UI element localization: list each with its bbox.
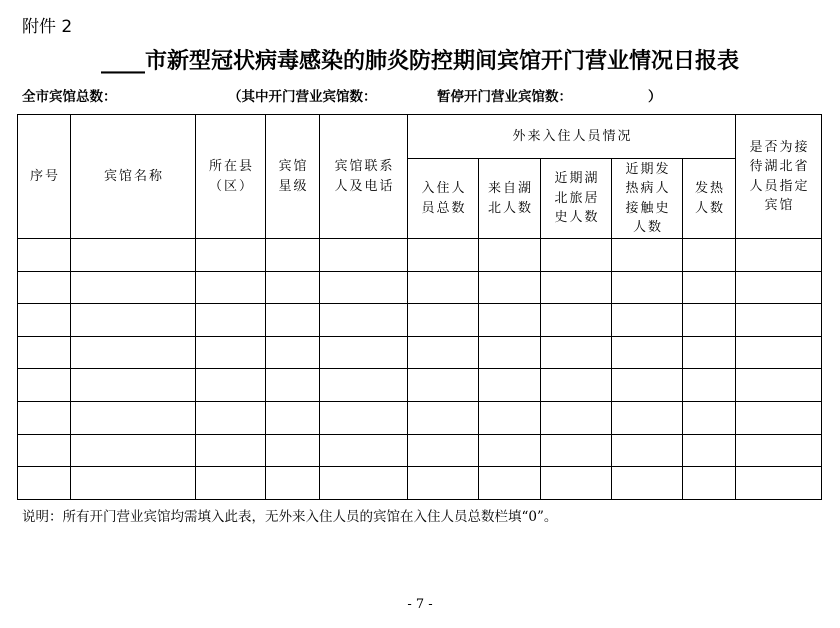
table-cell [479, 304, 541, 337]
table-cell [320, 369, 408, 402]
summary-open-hotels: （其中开门营业宾馆数： [228, 89, 377, 105]
header-line: 宾馆 [278, 159, 309, 174]
table-cell [196, 239, 266, 272]
table-row [18, 239, 822, 272]
table-cell [736, 369, 822, 402]
header-total-guests [408, 159, 479, 239]
table-cell [612, 336, 683, 369]
table-row [18, 401, 822, 434]
table-cell [18, 336, 71, 369]
daily-report-table [17, 114, 822, 500]
table-cell [736, 336, 822, 369]
table-cell [18, 401, 71, 434]
table-cell [408, 434, 479, 467]
table-cell [612, 467, 683, 500]
table-cell [408, 336, 479, 369]
table-cell [612, 434, 683, 467]
table-row [18, 271, 822, 304]
table-cell [736, 467, 822, 500]
summary-paused-hotels: 暂停开门营业宾馆数： [437, 89, 572, 105]
table-cell [612, 369, 683, 402]
header-line: 星级 [278, 178, 309, 194]
table-cell [18, 467, 71, 500]
table-cell [541, 369, 612, 402]
header-line: 所在县 [208, 159, 254, 174]
table-cell [736, 239, 822, 272]
table-cell [71, 239, 196, 272]
table-cell [71, 304, 196, 337]
table-cell [71, 434, 196, 467]
table-cell [408, 467, 479, 500]
header-line: 是否为接 [749, 139, 810, 155]
header-line: （区） [208, 178, 254, 194]
header-line: 热病人 [625, 181, 671, 196]
table-cell [196, 271, 266, 304]
table-cell [408, 271, 479, 304]
table-cell [266, 336, 320, 369]
table-cell [736, 304, 822, 337]
table-cell [479, 401, 541, 434]
header-line: 员总数 [421, 200, 467, 216]
header-line: 北人数 [487, 200, 533, 216]
header-from-hubei [479, 159, 541, 239]
table-cell [196, 336, 266, 369]
table-cell [408, 304, 479, 337]
header-fever-count [683, 159, 736, 239]
table-cell [479, 467, 541, 500]
table-cell [736, 401, 822, 434]
header-county-district [196, 115, 266, 239]
table-cell [196, 434, 266, 467]
header-designated-hubei-hotel [736, 115, 822, 239]
table-cell [266, 434, 320, 467]
table-cell [612, 304, 683, 337]
table-cell [18, 434, 71, 467]
table-cell [683, 467, 736, 500]
table-cell [736, 434, 822, 467]
table-cell [683, 239, 736, 272]
header-line: 人数 [695, 200, 726, 216]
table-cell [408, 239, 479, 272]
table-body [18, 239, 822, 500]
header-line: 发热 [695, 181, 726, 196]
header-line: 入住人 [421, 181, 467, 196]
header-line: 宾馆名称 [103, 168, 164, 184]
summary-total-hotels: 全市宾馆总数： [22, 89, 117, 105]
table-cell [71, 467, 196, 500]
table-cell [541, 271, 612, 304]
table-row [18, 304, 822, 337]
table-cell [683, 369, 736, 402]
title-text: 市新型冠状病毒感染的肺炎防控期间宾馆开门营业情况日报表 [144, 48, 739, 74]
table-cell [320, 434, 408, 467]
table-cell [541, 336, 612, 369]
header-contact-phone [320, 115, 408, 239]
header-line: 人及电话 [334, 178, 395, 194]
table-row [18, 467, 822, 500]
table-cell [541, 467, 612, 500]
table-cell [196, 401, 266, 434]
table-cell [408, 401, 479, 434]
table-cell [320, 304, 408, 337]
table-cell [320, 467, 408, 500]
header-group-outside-guests [408, 115, 736, 159]
header-line: 外来入住人员情况 [512, 128, 633, 144]
page-number: - 7 - [407, 597, 433, 612]
table-cell [71, 336, 196, 369]
table-cell [479, 434, 541, 467]
header-line: 北旅居 [554, 190, 600, 206]
table-cell [612, 271, 683, 304]
table-cell [408, 369, 479, 402]
table-cell [683, 271, 736, 304]
header-line: 序号 [29, 168, 60, 184]
table-cell [541, 239, 612, 272]
table-cell [266, 239, 320, 272]
header-line: 宾馆联系 [334, 159, 395, 174]
title-blank: ____ [100, 48, 145, 74]
header-line: 人数 [632, 220, 663, 235]
table-cell [18, 369, 71, 402]
table-cell [683, 434, 736, 467]
header-line: 近期湖 [554, 171, 600, 187]
table-cell [71, 271, 196, 304]
page-title [0, 47, 840, 75]
table-cell [320, 336, 408, 369]
attachment-label: 附件 2 [22, 17, 73, 37]
table-cell [71, 369, 196, 402]
table-row [18, 369, 822, 402]
table-cell [196, 304, 266, 337]
header-row-1 [18, 115, 822, 159]
table-cell [541, 434, 612, 467]
table-cell [71, 401, 196, 434]
table-cell [479, 271, 541, 304]
table-cell [541, 401, 612, 434]
header-line: 史人数 [554, 210, 600, 226]
header-line: 人员指定 [749, 178, 810, 194]
table-cell [683, 401, 736, 434]
summary-close-paren: ） [648, 89, 662, 105]
table-cell [612, 239, 683, 272]
table-cell [612, 401, 683, 434]
table-cell [736, 271, 822, 304]
header-hotel-name [71, 115, 196, 239]
header-line: 宾馆 [764, 198, 795, 213]
table-cell [266, 401, 320, 434]
table-cell [541, 304, 612, 337]
header-line: 待湖北省 [749, 159, 810, 174]
table-cell [320, 239, 408, 272]
table-cell [196, 369, 266, 402]
table-cell [479, 336, 541, 369]
table-cell [266, 304, 320, 337]
header-serial-number [18, 115, 71, 239]
table-cell [18, 271, 71, 304]
table-cell [266, 467, 320, 500]
header-line: 接触史 [625, 200, 671, 216]
header-hubei-travel-history [541, 159, 612, 239]
table-cell [196, 467, 266, 500]
table-cell [479, 239, 541, 272]
header-fever-contact-history [612, 159, 683, 239]
header-star-rating [266, 115, 320, 239]
table-cell [683, 336, 736, 369]
table-cell [320, 271, 408, 304]
header-line: 来自湖 [487, 181, 533, 196]
table-cell [266, 369, 320, 402]
table-row [18, 434, 822, 467]
header-line: 近期发 [625, 161, 671, 177]
table-note: 说明：所有开门营业宾馆均需填入此表，无外来入住人员的宾馆在入住人员总数栏填“0”。 [22, 509, 558, 525]
table-cell [320, 401, 408, 434]
table-cell [479, 369, 541, 402]
table-cell [18, 239, 71, 272]
table-row [18, 336, 822, 369]
table-cell [18, 304, 71, 337]
table-cell [266, 271, 320, 304]
table-cell [683, 304, 736, 337]
